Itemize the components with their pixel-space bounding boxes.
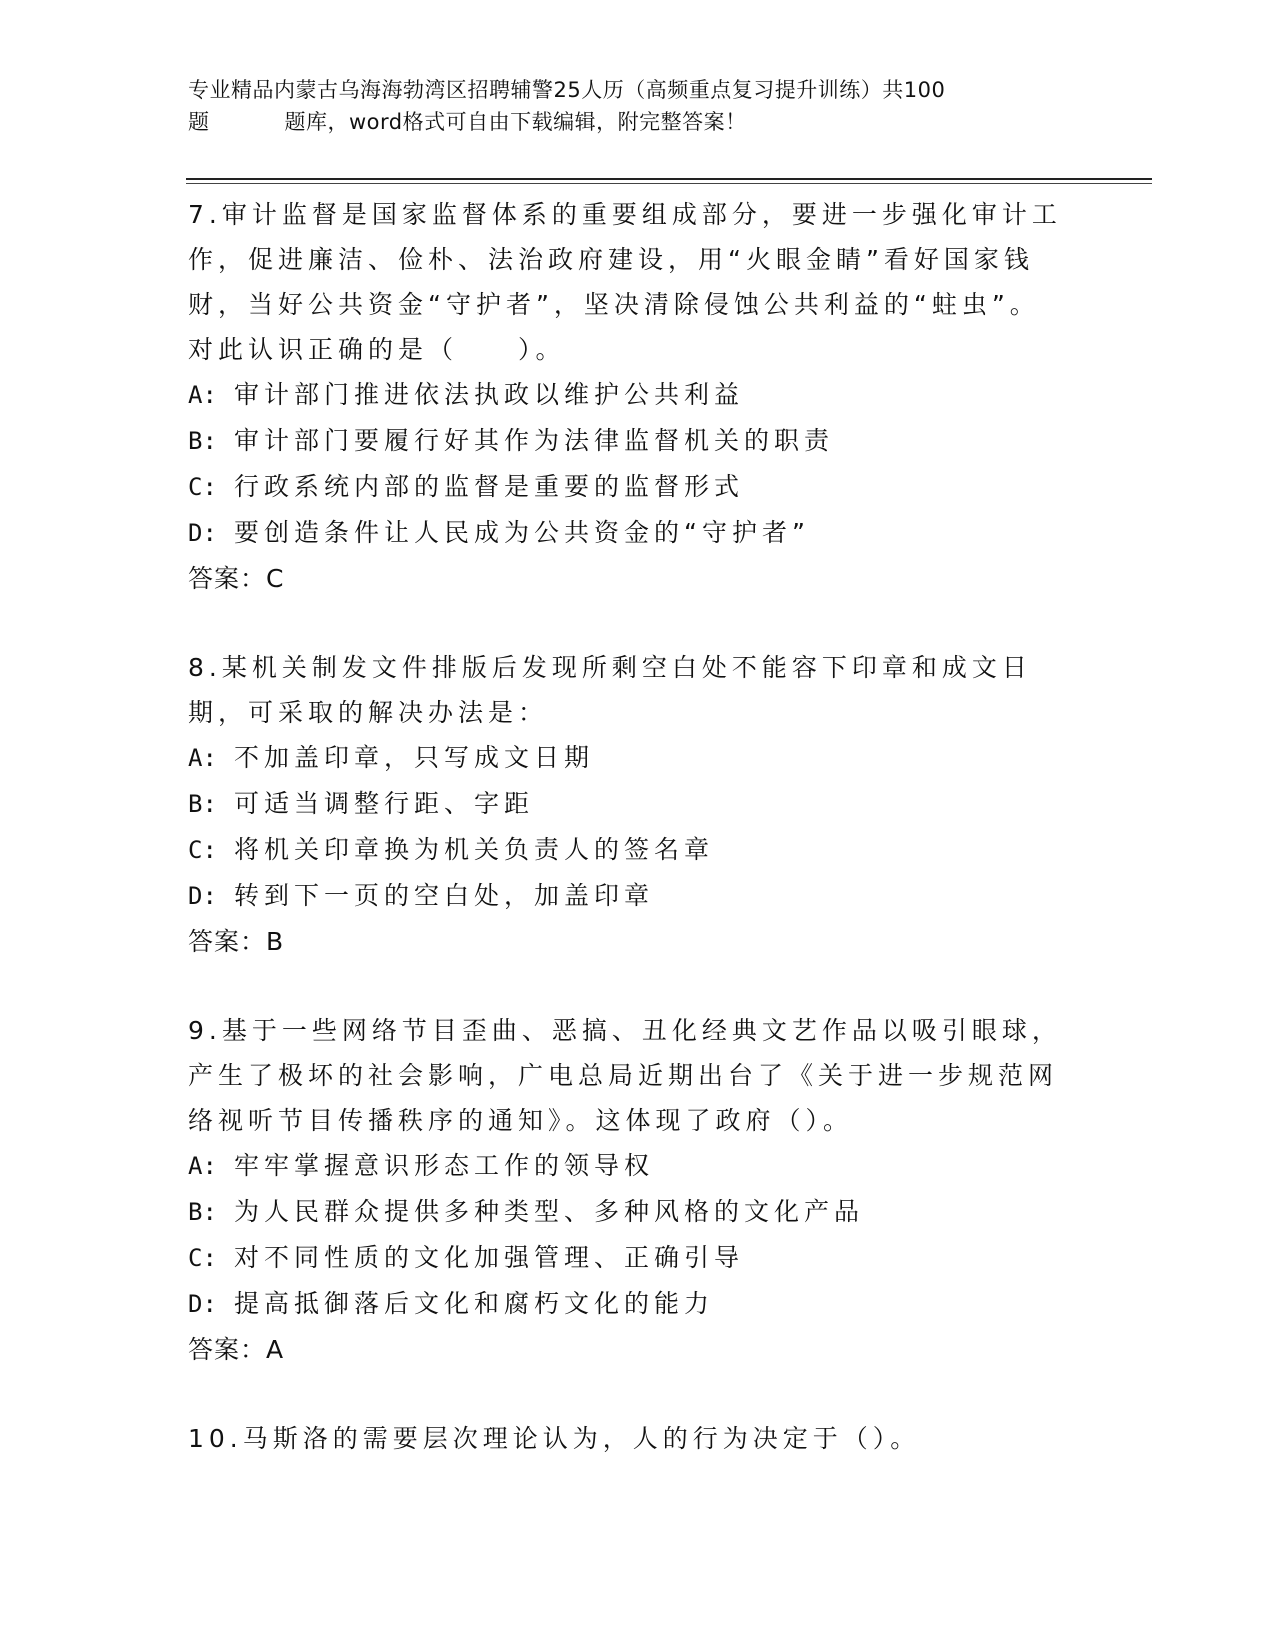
option-text: 不加盖印章，只写成文日期 bbox=[234, 743, 595, 772]
header-line-1: 专业精品内蒙古乌海海勃湾区招聘辅警25人历（高频重点复习提升训练）共100 bbox=[188, 78, 946, 102]
answer-line: 答案：C bbox=[188, 564, 285, 593]
option-text: 行政系统内部的监督是重要的监督形式 bbox=[234, 472, 745, 501]
question-block-10 bbox=[188, 1416, 1068, 1461]
option-c bbox=[188, 1235, 1068, 1281]
option-letter: A: bbox=[188, 1152, 217, 1180]
header-line-2-right: 题库，word格式可自由下载编辑，附完整答案！ bbox=[284, 110, 747, 134]
option-text: 牢牢掌握意识形态工作的领导权 bbox=[234, 1151, 655, 1180]
option-b bbox=[188, 781, 1068, 827]
header-divider-thick bbox=[186, 178, 1152, 180]
option-text: 转到下一页的空白处，加盖印章 bbox=[234, 881, 655, 910]
question-list bbox=[188, 192, 1068, 1461]
header-divider-thin bbox=[186, 183, 1152, 184]
document-header bbox=[188, 74, 1068, 138]
option-text: 为人民群众提供多种类型、多种风格的文化产品 bbox=[234, 1197, 865, 1226]
answer-line: 答案：B bbox=[188, 927, 285, 956]
question-block-8 bbox=[188, 645, 1068, 964]
option-d bbox=[188, 510, 1068, 556]
option-d bbox=[188, 1281, 1068, 1327]
option-letter: A: bbox=[188, 744, 217, 772]
option-text: 将机关印章换为机关负责人的签名章 bbox=[234, 835, 715, 864]
question-text: 9.基于一些网络节目歪曲、恶搞、丑化经典文艺作品以吸引眼球，产生了极坏的社会影响，广电总局近期出台了《关于进一步规范网络视听节目传播秩序的通知》。这体现了政府（）。 bbox=[188, 1016, 1062, 1135]
option-letter: A: bbox=[188, 381, 217, 409]
question-block-9 bbox=[188, 1008, 1068, 1372]
option-text: 审计部门要履行好其作为法律监督机关的职责 bbox=[234, 426, 835, 455]
header-line-2-left: 题 bbox=[188, 110, 210, 134]
option-letter: D: bbox=[188, 1290, 217, 1318]
option-letter: D: bbox=[188, 519, 217, 547]
option-b bbox=[188, 418, 1068, 464]
option-a bbox=[188, 1143, 1068, 1189]
option-d bbox=[188, 873, 1068, 919]
option-letter: C: bbox=[188, 1244, 217, 1272]
option-letter: B: bbox=[188, 427, 217, 455]
question-block-7 bbox=[188, 192, 1068, 601]
option-b bbox=[188, 1189, 1068, 1235]
question-text: 10.马斯洛的需要层次理论认为，人的行为决定于（）。 bbox=[188, 1424, 921, 1453]
answer-line: 答案：A bbox=[188, 1335, 285, 1364]
header-line-2 bbox=[188, 106, 1068, 138]
option-c bbox=[188, 464, 1068, 510]
option-text: 提高抵御落后文化和腐朽文化的能力 bbox=[234, 1289, 715, 1318]
option-letter: B: bbox=[188, 790, 217, 818]
option-c bbox=[188, 827, 1068, 873]
option-letter: D: bbox=[188, 882, 217, 910]
option-a bbox=[188, 372, 1068, 418]
option-letter: B: bbox=[188, 1198, 217, 1226]
option-text: 可适当调整行距、字距 bbox=[234, 789, 535, 818]
option-letter: C: bbox=[188, 473, 217, 501]
option-text: 要创造条件让人民成为公共资金的“守护者” bbox=[234, 518, 810, 547]
question-text: 8.某机关制发文件排版后发现所剩空白处不能容下印章和成文日期，可采取的解决办法是： bbox=[188, 653, 1032, 727]
option-a bbox=[188, 735, 1068, 781]
question-text: 7.审计监督是国家监督体系的重要组成部分，要进一步强化审计工作，促进廉洁、俭朴、法治政府建设，用“火眼金睛”看好国家钱财，当好公共资金“守护者”，坚决清除侵蚀公共利益的“蛀虫”。对此认识正确的是（ ）。 bbox=[188, 200, 1062, 364]
option-text: 审计部门推进依法执政以维护公共利益 bbox=[234, 380, 745, 409]
option-letter: C: bbox=[188, 836, 217, 864]
option-text: 对不同性质的文化加强管理、正确引导 bbox=[234, 1243, 745, 1272]
